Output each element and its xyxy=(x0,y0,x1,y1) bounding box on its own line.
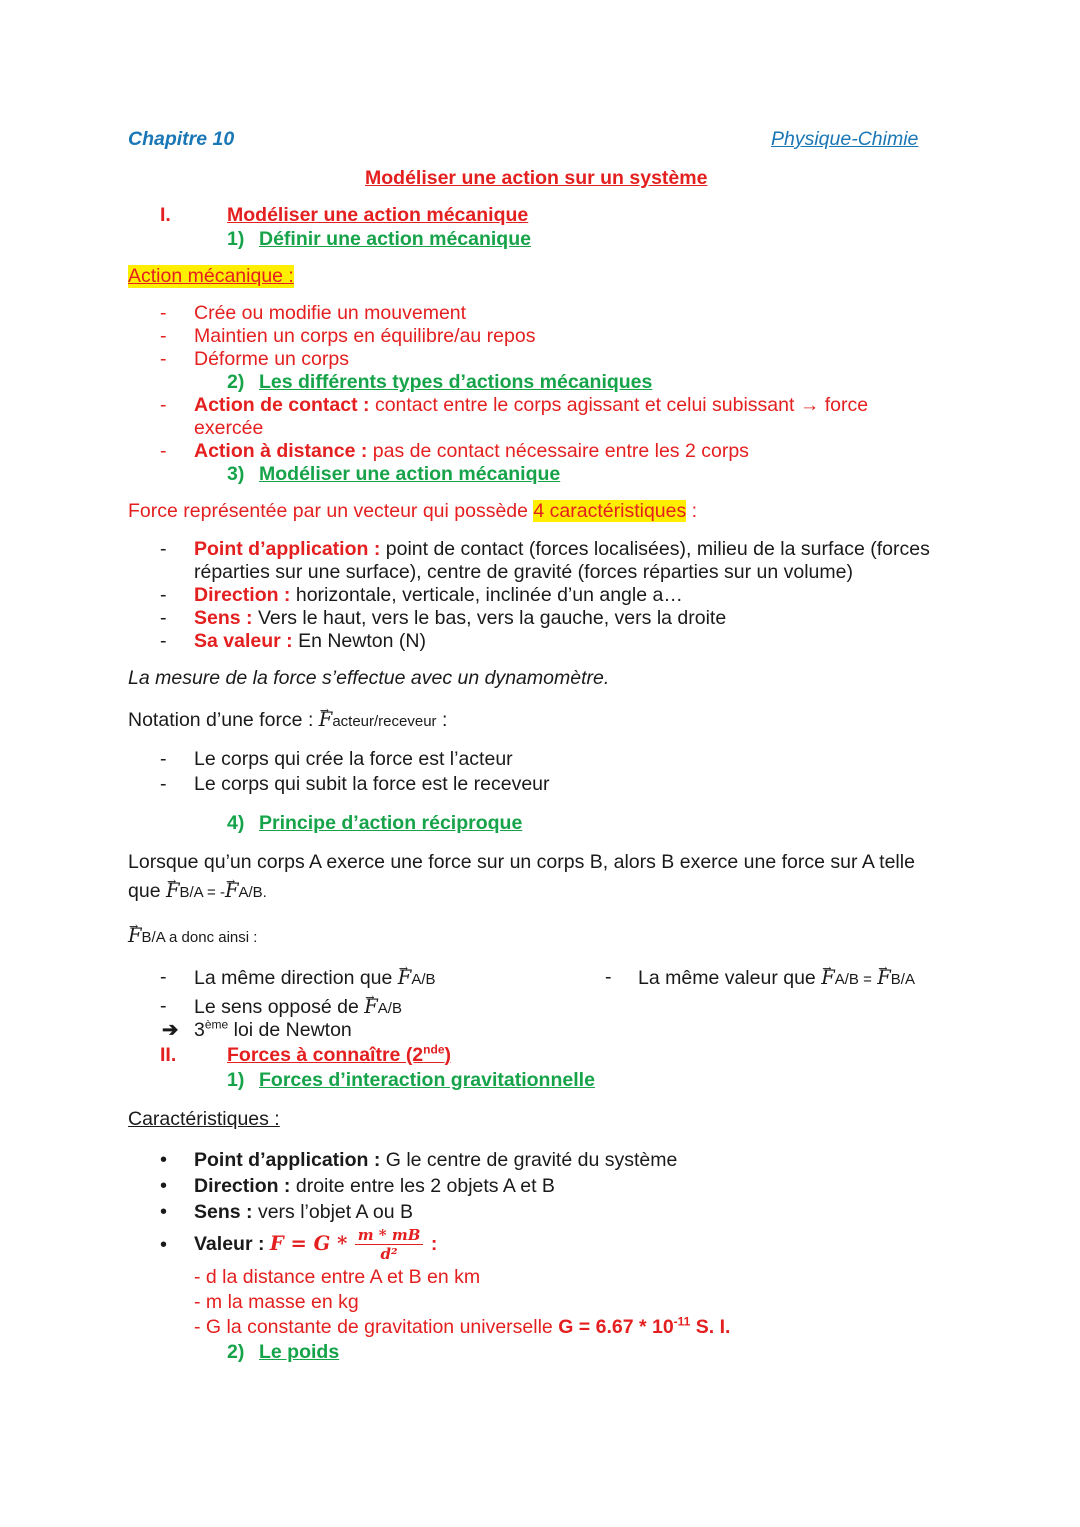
title-end: ) xyxy=(444,1044,451,1066)
consequence-text: B/A a donc ainsi : xyxy=(141,929,258,946)
constant-value: G = 6.67 * 10 xyxy=(558,1316,674,1338)
constant-unit: S. I. xyxy=(690,1316,731,1338)
list-item: Maintien un corps en équilibre/au repos xyxy=(194,325,536,347)
definition: G le centre de gravité du système xyxy=(385,1149,678,1171)
dash-marker: - xyxy=(160,538,167,560)
section-title xyxy=(227,1044,451,1067)
title-text: Forces à connaître (2 xyxy=(227,1044,424,1066)
vector-subscript: A/B xyxy=(377,1000,402,1017)
subsection-title: Modéliser une action mécanique xyxy=(259,463,561,485)
term: Sa valeur : xyxy=(194,630,293,652)
characteristics-label: Caractéristiques : xyxy=(128,1108,280,1130)
formula-lhs: F = G * xyxy=(269,1232,348,1255)
intro-end: : xyxy=(691,500,698,522)
characteristic-item xyxy=(194,607,726,630)
force-vector: → F xyxy=(319,708,333,731)
dash-marker: - xyxy=(160,325,167,347)
principle-formula xyxy=(128,879,267,904)
term: Sens : xyxy=(194,1201,253,1223)
dash-marker: - xyxy=(160,773,167,795)
section-number: I. xyxy=(160,204,171,226)
definition: horizontale, verticale, inclinée d’un angle a… xyxy=(295,584,683,606)
characteristic-item xyxy=(194,1149,677,1172)
definition: point de contact (forces localisées), milieu de la surface (forces xyxy=(385,538,930,560)
dash-marker: - xyxy=(160,995,167,1017)
action-label: Action mécanique : xyxy=(128,265,294,287)
dash-marker: - xyxy=(160,584,167,606)
definition: contact entre le corps agissant et celui subissant xyxy=(374,394,795,416)
item-text: Le sens opposé de xyxy=(194,996,359,1018)
notation-label: Notation d’une force : xyxy=(128,709,314,731)
chapter-label: Chapitre 10 xyxy=(128,128,235,150)
dash-marker: - xyxy=(160,966,167,988)
force-vector: → F xyxy=(398,966,412,989)
characteristic-item xyxy=(194,630,426,653)
term: Sens : xyxy=(194,607,253,629)
definition: force xyxy=(824,394,869,416)
list-item xyxy=(194,995,402,1020)
force-vector: → F xyxy=(225,879,239,902)
title-sup: nde xyxy=(423,1042,445,1057)
variable-definition: - d la distance entre A et B en km xyxy=(194,1266,481,1288)
definition: pas de contact nécessaire entre les 2 corps xyxy=(372,440,749,462)
law-sup: ème xyxy=(204,1017,229,1032)
subsection-title: Forces d’interaction gravitationnelle xyxy=(259,1069,595,1091)
dash-marker: - xyxy=(160,440,167,462)
dash-marker: - xyxy=(160,748,167,770)
highlight: 4 caractéristiques xyxy=(533,500,687,522)
constant-exponent: -11 xyxy=(673,1314,691,1329)
bullet-icon: • xyxy=(160,1201,168,1223)
consequence-line xyxy=(128,924,257,949)
force-intro xyxy=(128,500,697,523)
subject-label: Physique-Chimie xyxy=(771,128,919,150)
value-formula xyxy=(194,1224,437,1264)
list-item: Crée ou modifie un mouvement xyxy=(194,302,467,324)
principle-que: que xyxy=(128,880,161,902)
notation-end: : xyxy=(441,709,448,731)
variable-definition xyxy=(194,1316,730,1339)
definition: droite entre les 2 objets A et B xyxy=(295,1175,555,1197)
term: Valeur : xyxy=(194,1233,265,1255)
fraction xyxy=(355,1226,424,1263)
vector-subscript: B/A = - xyxy=(179,884,225,901)
subsection-number: 1) xyxy=(227,228,245,250)
fraction-denominator: d² xyxy=(380,1245,398,1264)
section-title: Modéliser une action mécanique xyxy=(227,204,529,226)
subsection-number: 4) xyxy=(227,812,245,834)
dash-marker: - xyxy=(160,630,167,652)
arrow-icon: → xyxy=(799,394,820,416)
subsection-number: 3) xyxy=(227,463,245,485)
dash-marker: - xyxy=(160,607,167,629)
characteristic-item xyxy=(194,538,930,561)
contact-item xyxy=(194,394,868,417)
law-number: 3 xyxy=(194,1019,205,1041)
vector-subscript: A/B. xyxy=(238,884,267,901)
fraction-numerator: m * mB xyxy=(355,1226,424,1245)
notation-line xyxy=(128,708,447,733)
list-item: Le corps qui subit la force est le receveur xyxy=(194,773,550,795)
subsection-title: Définir une action mécanique xyxy=(259,228,531,250)
force-vector: → F xyxy=(166,879,180,902)
distance-item xyxy=(194,440,749,463)
principle-text: Lorsque qu’un corps A exerce une force sur un corps B, alors B exerce une force sur A telle xyxy=(128,851,915,873)
definition: En Newton (N) xyxy=(298,630,426,652)
newton-law xyxy=(194,1019,352,1042)
definition: Vers le haut, vers le bas, vers la gauche, vers la droite xyxy=(257,607,727,629)
vector-subscript: A/B = xyxy=(834,971,872,988)
item-text: La même direction que xyxy=(194,967,393,989)
term: Point d’application : xyxy=(194,538,381,560)
measure-note: La mesure de la force s’effectue avec un dynamomètre. xyxy=(128,667,610,689)
list-item: Déforme un corps xyxy=(194,348,349,370)
definition: vers l’objet A ou B xyxy=(257,1201,413,1223)
bullet-icon: • xyxy=(160,1234,168,1256)
term: Action de contact : xyxy=(194,394,370,416)
section-number: II. xyxy=(160,1044,177,1066)
definition-continued: exercée xyxy=(194,417,264,439)
vector-subscript: B/A xyxy=(890,971,915,988)
dash-marker: - xyxy=(160,302,167,324)
dash-marker: - xyxy=(160,348,167,370)
subsection-title: Les différents types d’actions mécaniques xyxy=(259,371,653,393)
force-vector: → F xyxy=(877,966,891,989)
bullet-icon: • xyxy=(160,1175,168,1197)
characteristic-item xyxy=(194,1175,555,1198)
subsection-number: 2) xyxy=(227,371,245,393)
term: Direction : xyxy=(194,1175,291,1197)
page-title: Modéliser une action sur un système xyxy=(365,167,708,189)
term: Direction : xyxy=(194,584,291,606)
vector-subscript: acteur/receveur xyxy=(332,713,437,730)
bullet-icon: • xyxy=(160,1149,168,1171)
force-vector: → F xyxy=(364,995,378,1018)
force-vector: → F xyxy=(821,966,835,989)
subsection-title: Principe d’action réciproque xyxy=(259,812,523,834)
subsection-number: 2) xyxy=(227,1341,245,1363)
subsection-title: Le poids xyxy=(259,1341,340,1363)
term: Action à distance : xyxy=(194,440,368,462)
definition-continued: réparties sur une surface), centre de gravité (forces réparties sur un volume) xyxy=(194,561,853,583)
definition: - G la constante de gravitation universelle xyxy=(194,1316,553,1338)
list-item xyxy=(194,966,436,991)
arrow-icon: ➔ xyxy=(162,1019,179,1041)
subsection-number: 1) xyxy=(227,1069,245,1091)
characteristic-item xyxy=(194,1201,413,1224)
list-item: Le corps qui crée la force est l’acteur xyxy=(194,748,513,770)
term: Point d’application : xyxy=(194,1149,381,1171)
characteristic-item xyxy=(194,584,683,607)
law-text: loi de Newton xyxy=(233,1019,352,1041)
list-item xyxy=(638,966,915,991)
formula-end: : xyxy=(430,1233,438,1255)
item-text: La même valeur que xyxy=(638,967,816,989)
dash-marker: - xyxy=(605,966,612,988)
force-vector: → F xyxy=(128,924,142,947)
dash-marker: - xyxy=(160,394,167,416)
variable-definition: - m la masse en kg xyxy=(194,1291,359,1313)
vector-subscript: A/B xyxy=(411,971,436,988)
intro-text: Force représentée par un vecteur qui possède xyxy=(128,500,528,522)
